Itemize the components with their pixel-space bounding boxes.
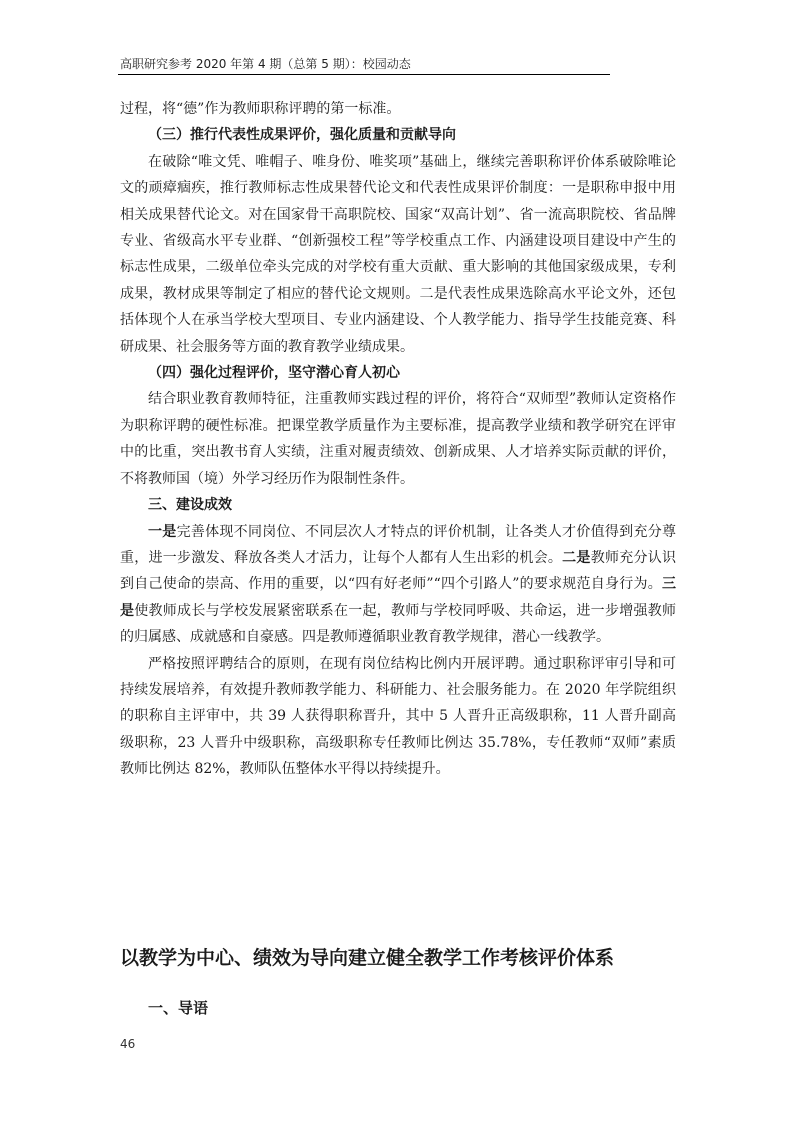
results-text-second: 教师充分认识到自己使命的崇高、作用的重要，以“四有好老师”“四个引路人”的要求规范自身行为。 — [120, 549, 677, 593]
results-text-first: 完善体现不同岗位、不同层次人才特点的评价机制，让各类人才价值得到充分尊重，进一步激发、释放各类人才活力，让每个人都有人生出彩的机会。 — [120, 523, 677, 566]
article-title: 以教学为中心、绩效为导向建立健全教学工作考核评价体系 — [120, 947, 615, 969]
article-section-intro: 一、导语 — [148, 999, 209, 1017]
paragraph-results — [120, 519, 676, 651]
subheading-representative-achievements: （三）推行代表性成果评价，强化质量和贡献导向 — [148, 127, 456, 144]
lead-third: 三是 — [120, 576, 676, 619]
paragraph-representative-achievements: 在破除“唯文凭、唯帽子、唯身份、唯奖项”基础上，继续完善职称评价体系破除唯论文的顽瘴痼疾，推行教师标志性成果替代论文和代表性成果评价制度：一是职称申报中用相关成果替代论文。对在国家骨干高职院校、国家“双高计划”、省一流高职院校、省品牌专业、省级高水平专业群、“创新强校工程”等学校重点工作、内涵建设项目建设中产生的标志性成果，二级单位牵头完成的对学校有重大贡献、重大影响的其他国家级成果，专利成果，教材成果等制定了相应的替代论文规则。二是代表性成果选除高水平论文外，还包括体现个人在承当学校大型项目、专业内涵建设、个人教学能力、指导学生技能竞赛、科研成果、社会服务等方面的教育教学业绩成果。 — [120, 153, 676, 355]
results-text-third: 使教师成长与学校发展紧密联系在一起，教师与学校同呼吸、共命运，进一步增强教师的归属感、成就感和自豪感。四是教师遵循职业教育教学规律，潜心一线教学。 — [120, 602, 677, 646]
body-text — [120, 96, 676, 783]
running-header: 高职研究参考 2020 年第 4 期（总第 5 期）：校园动态 — [120, 57, 411, 71]
section-heading-results: 三、建设成效 — [148, 497, 232, 514]
paragraph-promotion-stats: 严格按照评聘结合的原则，在现有岗位结构比例内开展评聘。通过职称评审引导和可持续发展培养，有效提升教师教学能力、科研能力、社会服务能力。在 2020 年学院组织的职称自主评审中，共 39 人获得职称晋升，其中 5 人晋升正高级职称，11 人晋升副高级职称，23 人晋升中级职称，高级职称专任教师比例达 35.78%，专任教师“双师”素质教师比例达 82%，教师队伍整体水平得以持续提升。 — [120, 655, 676, 778]
lead-first: 一是 — [148, 523, 177, 540]
lead-second: 二是 — [562, 549, 591, 566]
paragraph-continued: 过程，将“德”作为教师职称评聘的第一标准。 — [120, 101, 401, 117]
paragraph-process-evaluation: 结合职业教育教师特征，注重教师实践过程的评价，将符合“双师型”教师认定资格作为职称评聘的硬性标准。把课堂教学质量作为主要标准，提高教学业绩和教学研究在评审中的比重，突出教书育人实绩，注重对履责绩效、创新成果、人才培养实际贡献的评价，不将教师国（境）外学习经历作为限制性条件。 — [120, 391, 676, 487]
header-divider — [118, 74, 610, 75]
page-number: 46 — [120, 1037, 136, 1051]
subheading-process-evaluation: （四）强化过程评价，坚守潜心育人初心 — [148, 365, 400, 382]
